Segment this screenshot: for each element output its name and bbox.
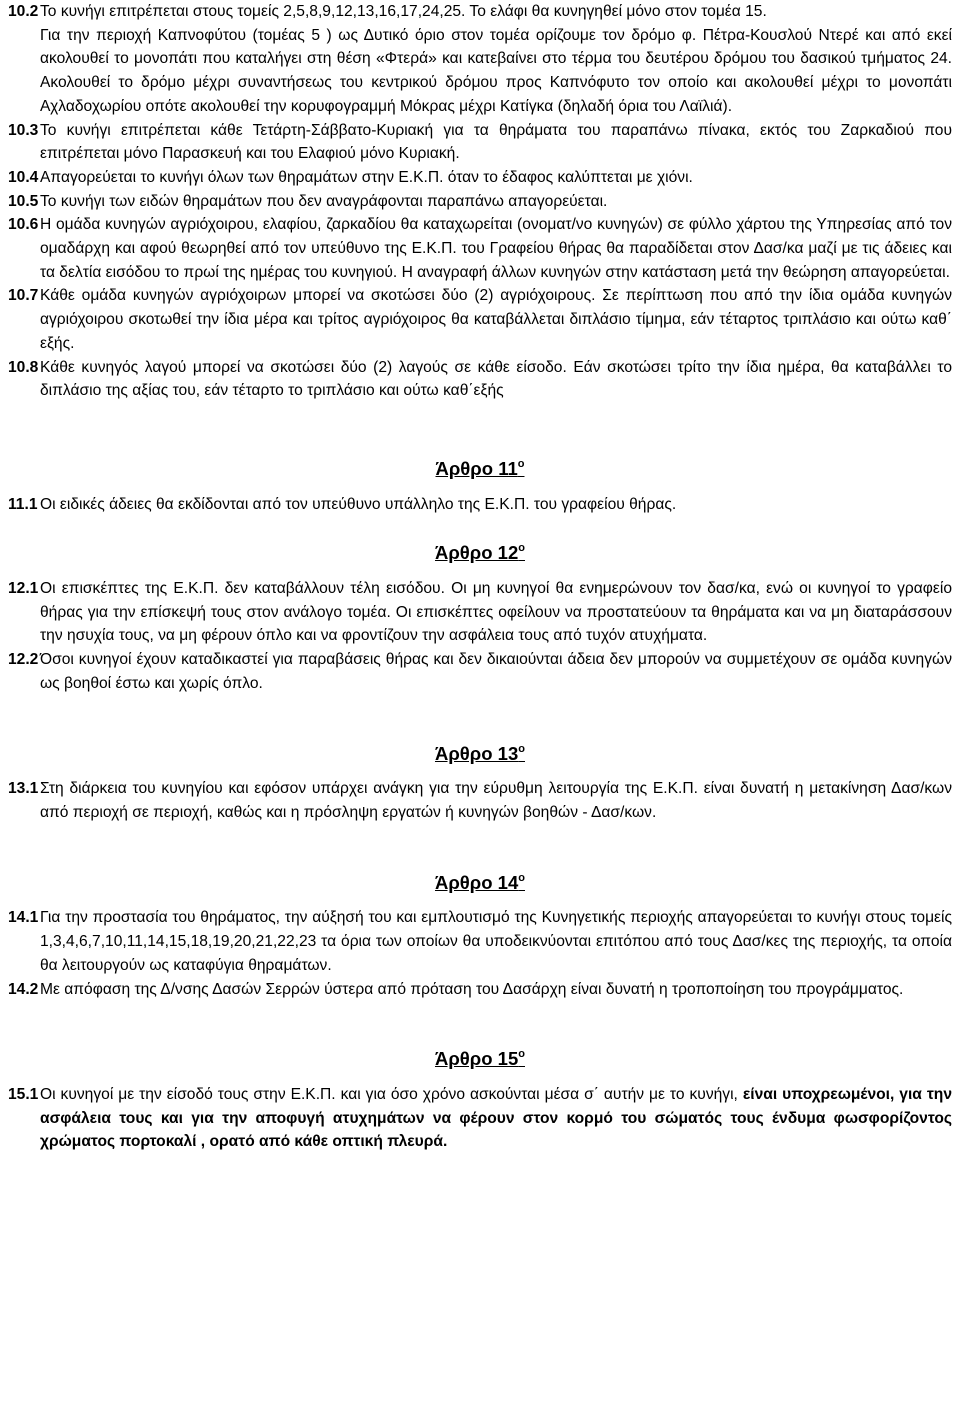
paragraph-10-7 [8,284,952,355]
paragraph-10-3 [8,119,952,166]
paragraph-10-4 [8,166,952,190]
paragraph-10-2 [8,0,952,119]
paragraph-number: 10.4 [8,168,39,186]
paragraph-text: Η ομάδα κυνηγών αγριόχοιρου, ελαφίου, ζαρκαδίου θα καταχωρείται (ονοματ/νο κυνηγών) σε φύλλο χάρτου της Υπηρεσίας από τον ομαδάρχη και αφού θεωρηθεί από τον υπεύθυνο της Ε.Κ.Π. του Γραφείου θήρας θα παραδίδεται στον Δασ/κα μαζί με τις άδειες και τα δελτία εισόδου το πρωί της ημέρας του κυνηγιού. Η αναγραφή άλλων κυνηγών στην κατάσταση μετά την θεώρηση απαγορεύεται. [40,216,952,281]
paragraph-number: 10.5 [8,192,39,210]
article-12-heading: Άρθρο $12^o$ [434,542,525,564]
paragraph-text: Οι κυνηγοί με την είσοδό τους στην Ε.Κ.Π. και για όσο χρόνο ασκούνται μέσα σ΄ αυτήν με το κυνήγι, είναι υποχρεωμένοι, για την ασφάλεια τους και για την αποφυγή ατυχημάτων να φέρουν στον κορμό του σώματός τους ένδυμα φωσφορίζοντος χρώματος πορτοκαλί , ορατό από κάθε οπτική πλευρά. [40,1085,952,1151]
paragraph-number: 14.2 [8,980,39,998]
paragraph-text: Κάθε ομάδα κυνηγών αγριόχοιρων μπορεί να σκοτώσει δύο (2) αγριόχοιρους. Σε περίπτωση που από την ίδια ομάδα κυνηγών αγριόχοιρου σκοτωθεί την ίδια μέρα και τρίτος αγριόχοιρος θα καταβάλλεται διπλάσιο τίμημα, εάν τέταρτος τριπλάσιο και ούτω καθ΄ εξής. [40,287,952,352]
paragraph-number: 15.1 [8,1085,39,1103]
paragraph-14-2 [8,978,952,1002]
article-15-heading: Άρθρο $15^o$ [434,1048,525,1070]
paragraph-number: 10.3 [8,121,39,139]
paragraph-number: 10.6 [8,216,39,234]
paragraph-text: Για την προστασία του θηράματος, την αύξησή του και εμπλουτισμό της Κυνηγετικής περιοχής απαγορεύεται το κυνήγι στους τομείς 1,3,4,6,7,10,11,14,15,18,19,20,21,22,23 τα όρια των οποίων θα υποδεικνύονται επιτόπου από τους Δασ/κες της περιοχής, τα οποία θα λειτουργούν ως καταφύγια θηραμάτων. [40,909,952,974]
paragraph-text: Οι επισκέπτες της Ε.Κ.Π. δεν καταβάλλουν τέλη εισόδου. Οι μη κυνηγοί θα ενημερώνουν τον δασ/κα, ενώ οι κυνηγοί το γραφείο θήρας για την επίσκεψή τους στον ανάλογο τομέα. Οι επισκέπτες οφείλουν να προστατεύουν τα θηράματα και να μη διαταράσσουν την ησυχία τους, να μη φέρουν όπλο και να φροντίζουν την ασφάλεια τους από τυχόν ατυχήματα. [40,580,952,645]
paragraph-number: 14.1 [8,909,39,927]
paragraph-15-1 [8,1083,952,1154]
paragraph-text: Απαγορεύεται το κυνήγι όλων των θηραμάτων στην Ε.Κ.Π. όταν το έδαφος καλύπτεται με χιόνι. [40,168,693,186]
paragraph-12-2 [8,648,952,695]
paragraph-text: Με απόφαση της Δ/νσης Δασών Σερρών ύστερα από πρόταση του Δασάρχη είναι δυνατή η τροποποίηση του προγράμματος. [40,980,904,998]
article-11-heading: Άρθρο $11^o$ [435,457,525,479]
paragraph-bold-text: είναι υποχρεωμένοι, για την ασφάλεια τους και για την αποφυγή ατυχημάτων να φέρουν στον κορμό του σώματός τους ένδυμα φωσφορίζοντος χρώματος πορτοκαλί , ορατό από κάθε οπτική πλευρά. [40,1085,952,1151]
paragraph-number: 12.2 [8,651,39,669]
paragraph-10-5 [8,190,952,214]
paragraph-number: 10.2 [8,3,39,20]
paragraph-number: 10.7 [8,287,39,305]
paragraph-text: Στη διάρκεια του κυνηγίου και εφόσον υπάρχει ανάγκη για την εύρυθμη λειτουργία της Ε.Κ.Π. είναι δυνατή η μετακίνηση Δασ/κων από περιοχή σε περιοχή, καθώς και η πρόσληψη εργατών ή κυνηγών βοηθών - Δασ/κων. [40,780,952,821]
article-13-heading: Άρθρο $13^o$ [434,742,525,764]
paragraph-number: 10.8 [8,358,39,376]
paragraph-number: 11.1 [8,495,38,513]
paragraph-number: 13.1 [8,780,39,798]
paragraph-text: Κάθε κυνηγός λαγού μπορεί να σκοτώσει δύο (2) λαγούς σε κάθε είσοδο. Εάν σκοτώσει τρίτο την ίδια ημέρα, θα καταβάλλει το διπλάσιο της αξίας του, εάν τέταρτο το τριπλάσιο και ούτω καθ΄εξής [40,358,952,400]
paragraph-text: Όσοι κυνηγοί έχουν καταδικαστεί για παραβάσεις θήρας και δεν δικαιούνται άδεια δεν μπορούν να συμμετέχουν σε ομάδα κυνηγών ως βοηθοί έστω και χωρίς όπλο. [40,651,952,692]
paragraph-11-1 [8,493,952,517]
paragraph-number: 12.1 [8,580,39,598]
paragraph-text: Το κυνήγι των ειδών θηραμάτων που δεν αναγράφονται παραπάνω απαγορεύεται. [40,192,608,210]
paragraph-12-1 [8,577,952,648]
paragraph-text: Οι ειδικές άδειες θα εκδίδονται από τον υπεύθυνο υπάλληλο της Ε.Κ.Π. του γραφείου θήρας. [40,495,677,513]
paragraph-13-1 [8,777,952,824]
paragraph-text: Το κυνήγι επιτρέπεται κάθε Τετάρτη-Σάββατο-Κυριακή για τα θηράματα του παραπάνω πίνακα, εκτός του Ζαρκαδιού που επιτρέπεται μόνο Παρασκευή και του Ελαφιού μόνο Κυριακή. [40,121,952,163]
paragraph-10-6 [8,213,952,284]
paragraph-10-8 [8,356,952,403]
paragraph-14-1 [8,906,952,977]
paragraph-text: Για την περιοχή Καπνοφύτου (τομέας 5 ) ως Δυτικό όριο στον τομέα ορίζουμε τον δρόμο φ. Πέτρα-Κουσλού Ντερέ και από εκεί ακολουθεί το μονοπάτι που καταλήγει στη θέση «Φτερά» και κατεβαίνει στο τέρμα του δευτέρου δρόμου του δασικού τμήματος 24. Ακολουθεί το δρόμο μέχρι συναντήσεως του κεντρικού δρόμου προς Καπνόφυτο τον οποίο και ακολουθεί μέχρι το μονοπάτι Αχλαδοχωρίου οπότε ακολουθεί την κορυφογραμμή Μόκρας μέχρι Κατίγκα (δηλαδή όρια του Λαϊλιά). [40,26,952,115]
paragraph-text: Το κυνήγι επιτρέπεται στους τομείς 2,5,8,9,12,13,16,17,24,25. Το ελάφι θα κυνηγηθεί μόνο στον τομέα 15. [40,3,767,20]
article-14-heading: Άρθρο $14^o$ [434,871,525,893]
